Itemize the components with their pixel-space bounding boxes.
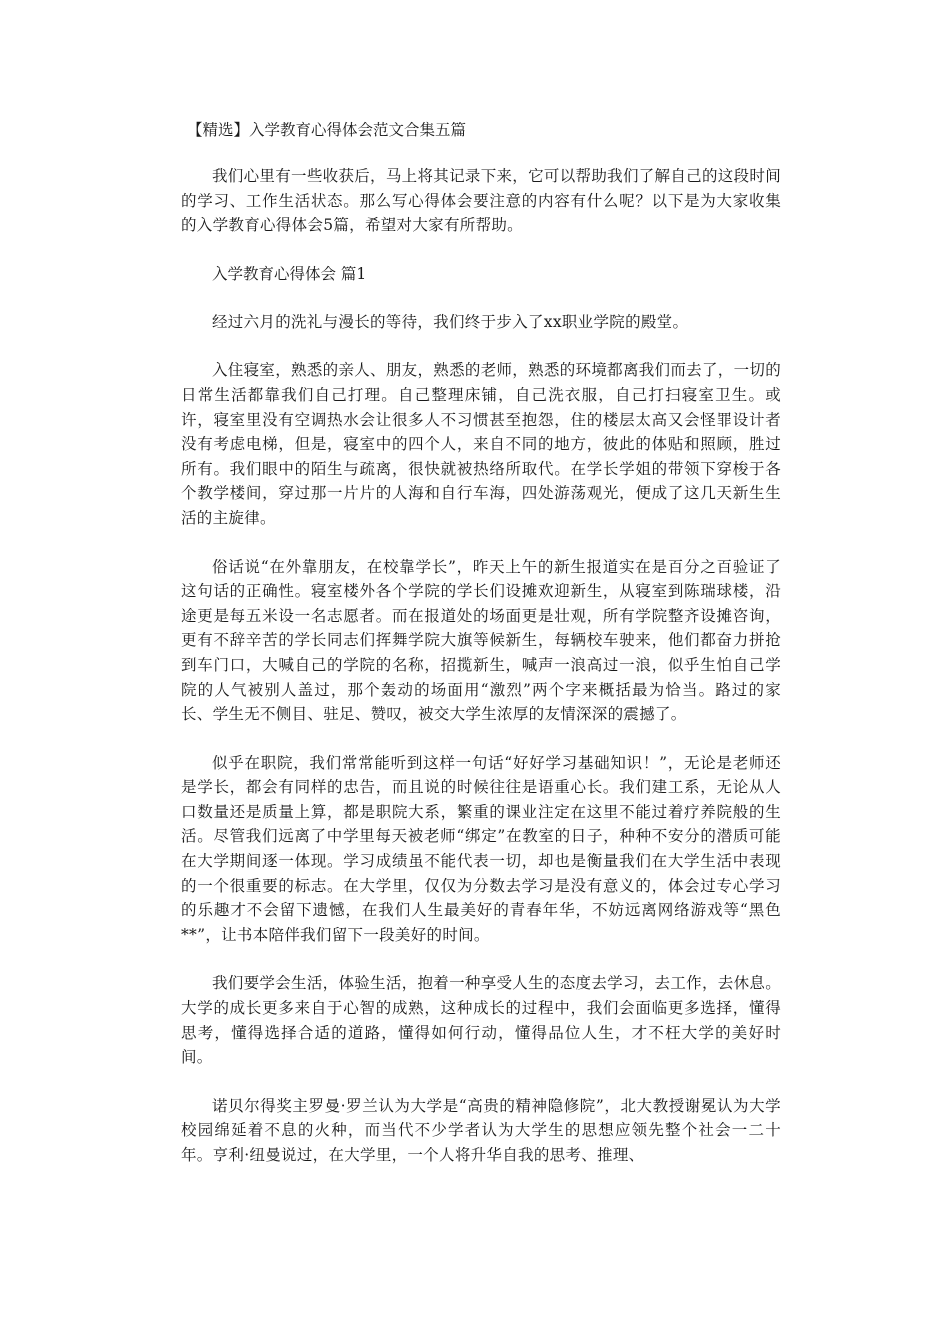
body-paragraph: 俗话说“在外靠朋友，在校靠学长”，昨天上午的新生报道实在是百分之百验证了这句话的正确性。寝室楼外各个学院的学长们设摊欢迎新生，从寝室到陈瑞球楼，沿途更是每五米设一名志愿者。而在报道处的场面更是壮观，所有学院整齐设摊咨询，更有不辞辛苦的学长同志们挥舞学院大旗等候新生，每辆校车驶来，他们都奋力拼抢到车门口，大喊自己的学院的名称，招揽新生，喊声一浪高过一浪，似乎生怕自己学院的人气被别人盖过，那个轰动的场面用“激烈”两个字来概括最为恰当。路过的家长、学生无不侧目、驻足、赞叹，被交大学生浓厚的友情深深的震撼了。 bbox=[181, 557, 781, 724]
body-paragraph: 入住寝室，熟悉的亲人、朋友，熟悉的老师，熟悉的环境都离我们而去了，一切的日常生活都靠我们自己打理。自己整理床铺，自己洗衣服，自己打扫寝室卫生。或许，寝室里没有空调热水会让很多人不习惯甚至抱怨，住的楼层太高又会怪罪设计者没有考虑电梯，但是，寝室中的四个人，来自不同的地方，彼此的体贴和照顾，胜过所有。我们眼中的陌生与疏离，很快就被热络所取代。在学长学姐的带领下穿梭于各个教学楼间，穿过那一片片的人海和自行车海，四处游荡观光，便成了这几天新生生活的主旋律。 bbox=[181, 361, 781, 527]
body-paragraph: 经过六月的洗礼与漫长的等待，我们终于步入了xx职业学院的殿堂。 bbox=[212, 312, 689, 331]
body-paragraph: 似乎在职院，我们常常能听到这样一句话“好好学习基础知识！”，无论是老师还是学长，都会有同样的忠告，而且说的时候往往是语重心长。我们建工系，无论从人口数量还是质量上算，都是职院大系，繁重的课业注定在这里不能过着疗养院般的生活。尽管我们远离了中学里每天被老师“绑定”在教室的日子，种种不安分的潜质可能在大学期间逐一体现。学习成绩虽不能代表一切，却也是衡量我们在大学生活中表现的一个很重要的标志。在大学里，仅仅为分数去学习是没有意义的，体会过专心学习的乐趣才不会留下遗憾，在我们人生最美好的青春年华，不妨远离网络游戏等“黑色**”，让书本陪伴我们留下一段美好的时间。 bbox=[181, 753, 781, 944]
intro-paragraph: 我们心里有一些收获后，马上将其记录下来，它可以帮助我们了解自己的这段时间的学习、工作生活状态。那么写心得体会要注意的内容有什么呢？以下是为大家收集的入学教育心得体会5篇，希望对大家有所帮助。 bbox=[181, 167, 781, 235]
body-paragraph: 诺贝尔得奖主罗曼·罗兰认为大学是“高贵的精神隐修院”，北大教授谢冕认为大学校园绵延着不息的火种，而当代不少学者认为大学生的思想应领先整个社会一二十年。亨利·纽曼说过，在大学里，一个人将升华自我的思考、推理、 bbox=[181, 1096, 781, 1164]
section-heading: 入学教育心得体会 篇1 bbox=[212, 264, 367, 283]
document-page bbox=[181, 118, 781, 1192]
body-paragraph: 我们要学会生活，体验生活，抱着一种享受人生的态度去学习，去工作，去休息。大学的成长更多来自于心智的成熟，这种成长的过程中，我们会面临更多选择，懂得思考，懂得选择合适的道路，懂得如何行动，懂得品位人生，才不枉大学的美好时间。 bbox=[181, 974, 781, 1067]
document-title: 【精选】入学教育心得体会范文合集五篇 bbox=[187, 121, 467, 139]
